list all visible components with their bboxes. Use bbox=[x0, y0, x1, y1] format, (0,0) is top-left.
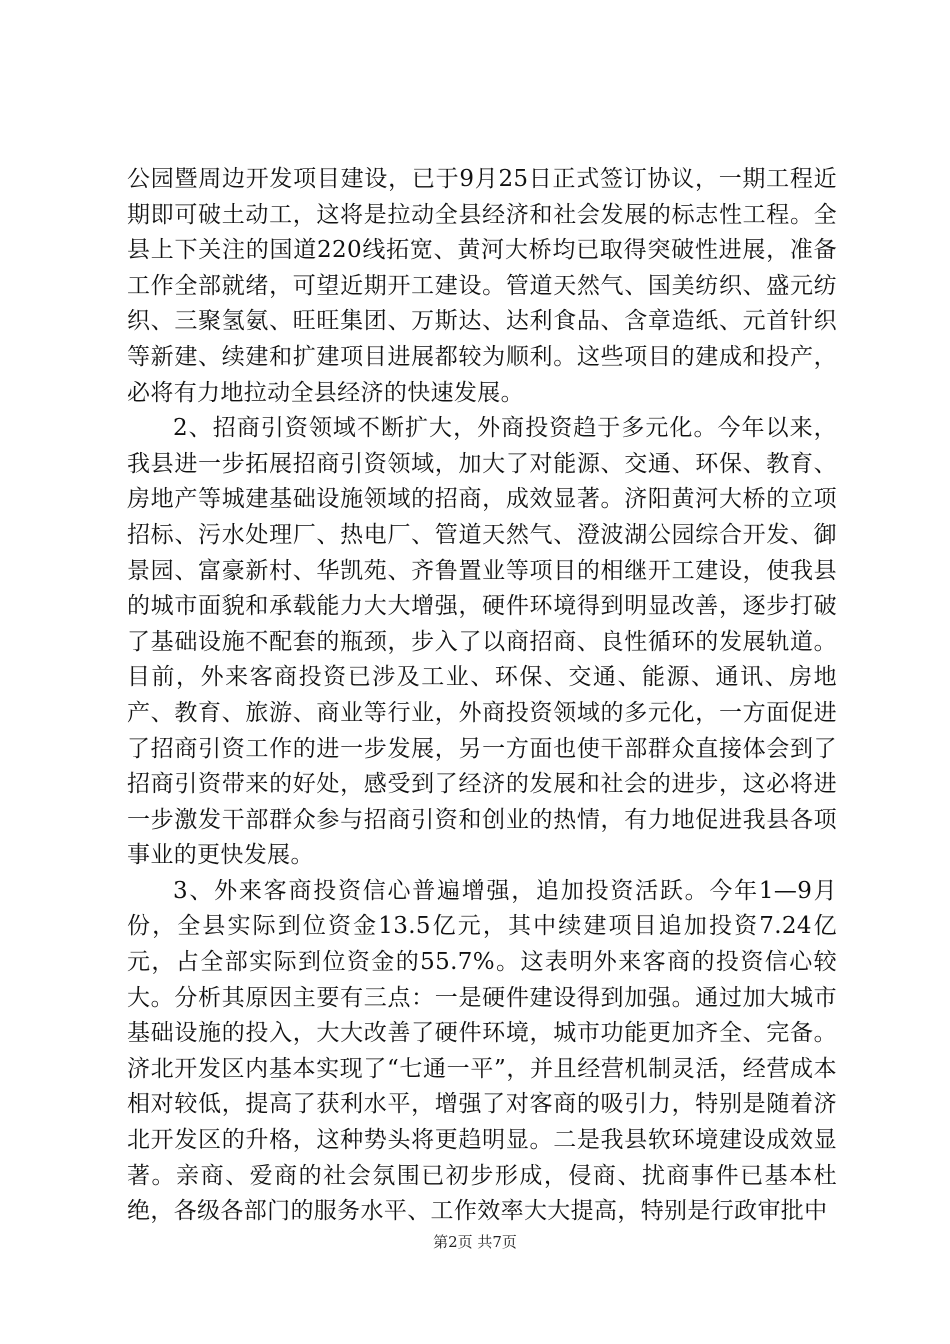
paragraph-investment-diversification: 2、招商引资领域不断扩大，外商投资趋于多元化。今年以来，我县进一步拓展招商引资领域，加大了对能源、交通、环保、教育、房地产等城建基础设施领域的招商，成效显著。济阳黄河大桥的立项招标、污水处理厂、热电厂、管道天然气、澄波湖公园综合开发、御景园、富豪新村、华凯苑、齐鲁置业等项目的相继开工建设，使我县的城市面貌和承载能力大大增强，硬件环境得到明显改善，逐步打破了基础设施不配套的瓶颈，步入了以商招商、良性循环的发展轨道。目前，外来客商投资已涉及工业、环保、交通、能源、通讯、房地产、教育、旅游、商业等行业，外商投资领域的多元化，一方面促进了招商引资工作的进一步发展，另一方面也使干部群众直接体会到了招商引资带来的好处，感受到了经济的发展和社会的进步，这必将进一步激发干部群众参与招商引资和创业的热情，有力地促进我县各项事业的更快发展。 bbox=[127, 415, 837, 869]
document-body bbox=[127, 162, 837, 1230]
paragraph-investor-confidence: 3、外来客商投资信心普遍增强，追加投资活跃。今年1—9月份，全县实际到位资金13.5亿元，其中续建项目追加投资7.24亿元，占全部实际到位资金的55.7%。这表明外来客商的投资信心较大。分析其原因主要有三点：一是硬件建设得到加强。通过加大城市基础设施的投入，大大改善了硬件环境，城市功能更加齐全、完备。济北开发区内基本实现了“七通一平”，并且经营机制灵活，经营成本相对较低，提高了获利水平，增强了对客商的吸引力，特别是随着济北开发区的升格，这种势头将更趋明显。二是我县软环境建设成效显著。亲商、爱商的社会氛围已初步形成，侵商、扰商事件已基本杜绝，各级各部门的服务水平、工作效率大大提高，特别是行政审批中 bbox=[127, 877, 837, 1225]
page-number-footer: 第2页 共7页 bbox=[433, 1233, 517, 1251]
paragraph-project-construction: 公园暨周边开发项目建设，已于9月25日正式签订协议，一期工程近期即可破土动工，这将是拉动全县经济和社会发展的标志性工程。全县上下关注的国道220线拓宽、黄河大桥均已取得突破性进展，准备工作全部就绪，可望近期开工建设。管道天然气、国美纺织、盛元纺织、三聚氢氨、旺旺集团、万斯达、达利食品、含章造纸、元首针织等新建、续建和扩建项目进展都较为顺利。这些项目的建成和投产，必将有力地拉动全县经济的快速发展。 bbox=[127, 166, 837, 406]
